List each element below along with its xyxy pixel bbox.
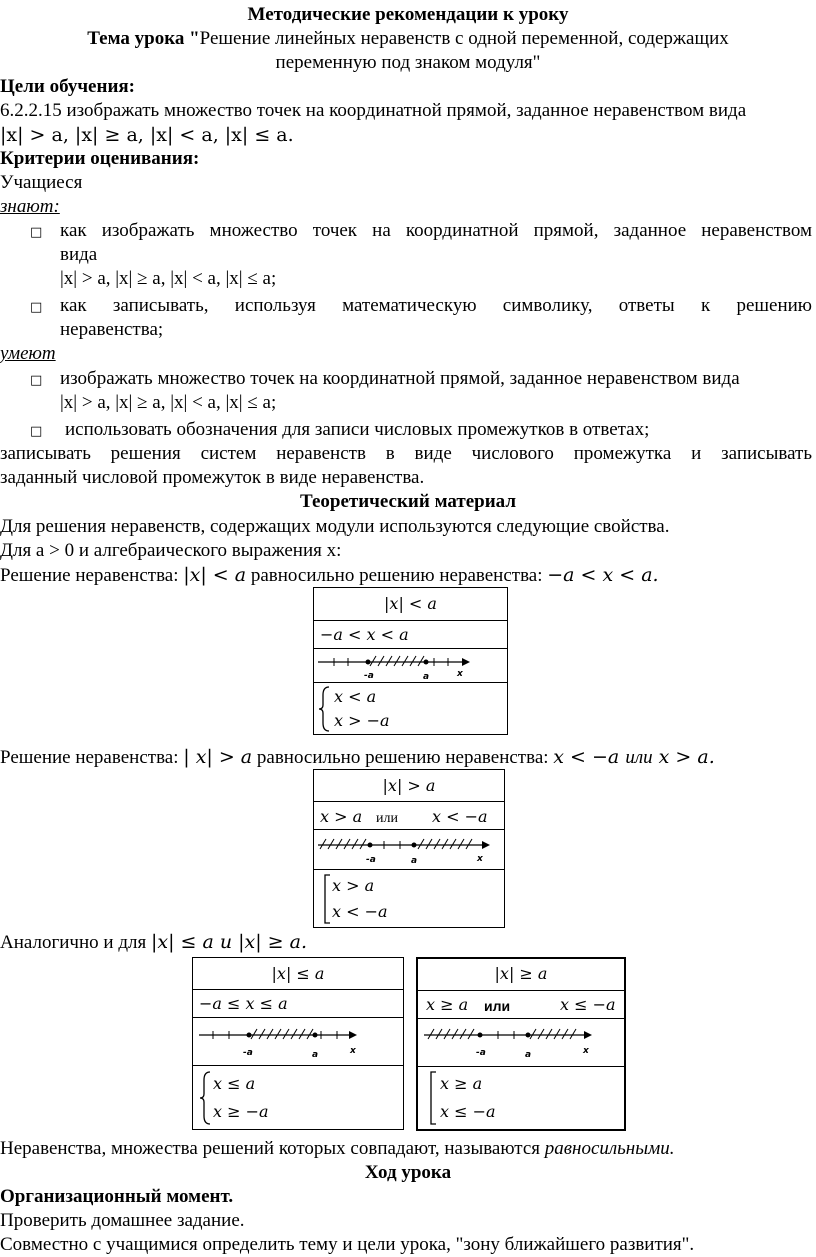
table-ge-axis bbox=[417, 1018, 625, 1066]
rule-1 bbox=[0, 564, 659, 587]
axis-label-neg: -a bbox=[476, 1048, 486, 1058]
rule-1-math: |x| < a bbox=[183, 564, 247, 586]
know-item-1-line-2: вида bbox=[60, 244, 98, 265]
goals-heading: Цели обучения: bbox=[0, 76, 135, 97]
rule-1-prefix: Решение неравенства: bbox=[0, 565, 184, 586]
know-item-1-line-1: как изображать множество точек на координатной прямой, заданное неравенством bbox=[60, 220, 812, 241]
rule-2-prefix: Решение неравенства: bbox=[0, 747, 184, 768]
theory-p2: Для a > 0 и алгебраического выражения x: bbox=[0, 540, 342, 561]
brace-icon bbox=[199, 1070, 213, 1126]
theory-heading: Теоретический материал bbox=[300, 491, 516, 512]
table-gt-left: x > a bbox=[320, 806, 363, 826]
axis-label-neg: -a bbox=[243, 1047, 253, 1058]
bullet-icon: □ bbox=[30, 373, 43, 388]
number-line-lt bbox=[314, 650, 506, 682]
system-line-1: x > a bbox=[332, 875, 375, 895]
table-lt-row: −a < x < a bbox=[314, 621, 508, 649]
table-ge-row bbox=[417, 990, 625, 1018]
rule-3-math: |x| ≤ a и |x| ≥ a. bbox=[150, 931, 308, 953]
rule-2-result-a: x < −a bbox=[553, 746, 626, 768]
table-ge-left: x ≥ a bbox=[426, 995, 469, 1014]
table-le-axis bbox=[193, 1018, 404, 1066]
equivalent-definition bbox=[0, 1138, 674, 1160]
table-gt-head: |x| > a bbox=[314, 770, 505, 802]
joint-goals: Совместно с учащимися определить тему и цели урока, "зону ближайшего развития". bbox=[0, 1234, 695, 1255]
rule-2 bbox=[0, 746, 715, 769]
table-lt-axis bbox=[314, 649, 508, 683]
system-line-1: x ≥ a bbox=[440, 1073, 483, 1093]
topic-label: Тема урока " bbox=[87, 28, 200, 49]
lesson-heading: Ход урока bbox=[364, 1162, 452, 1183]
axis-label-x: x bbox=[583, 1046, 589, 1056]
know-item-2-line-1: как записывать, используя математическую символику, ответы к решению bbox=[60, 295, 812, 316]
can-item-2-line-1: использовать обозначения для записи числовых промежутков в ответах; bbox=[65, 419, 650, 440]
rule-1-mid: равносильно решению неравенства: bbox=[246, 565, 548, 586]
rule-3 bbox=[0, 931, 307, 954]
table-abs-lt bbox=[313, 587, 508, 735]
table-le-head: |x| ≤ a bbox=[193, 958, 404, 990]
know-item-1-line-3: |x| > a, |x| ≥ a, |x| < a, |x| ≤ a; bbox=[60, 268, 277, 289]
table-ge-system bbox=[417, 1066, 625, 1130]
axis-label-x: x bbox=[457, 668, 463, 679]
axis-label-neg: -a bbox=[366, 854, 376, 865]
bullet-icon: □ bbox=[30, 225, 43, 240]
number-line-gt bbox=[314, 831, 504, 869]
table-abs-ge bbox=[416, 957, 626, 1131]
table-ge-right: x ≤ −a bbox=[560, 995, 616, 1014]
axis-label-pos: a bbox=[411, 855, 418, 866]
brace-icon bbox=[318, 685, 332, 733]
table-ge-or: или bbox=[484, 998, 511, 1014]
goals-line-2: |x| > a, |x| ≥ a, |x| < a, |x| ≤ a. bbox=[0, 124, 294, 146]
extra-line-1: записывать решения систем неравенств в виде числового промежутка и записывать bbox=[0, 443, 812, 464]
table-lt-head: |x| < a bbox=[314, 588, 508, 621]
rule-2-mid: равносильно решению неравенства: bbox=[252, 747, 554, 768]
axis-label-x: x bbox=[477, 853, 483, 864]
table-ge-head: |x| ≥ a bbox=[417, 958, 625, 990]
bracket-icon bbox=[428, 1070, 438, 1126]
page-title: Методические рекомендации к уроку bbox=[247, 4, 569, 25]
table-gt-axis bbox=[314, 830, 505, 870]
equivalent-text: Неравенства, множества решений которых совпадают, называются bbox=[0, 1138, 545, 1159]
axis-label-neg: -a bbox=[364, 670, 374, 681]
system-line-2: x ≥ −a bbox=[213, 1101, 269, 1121]
system-line-1: x ≤ a bbox=[213, 1073, 256, 1093]
table-gt-right: x < −a bbox=[432, 806, 488, 826]
table-abs-le bbox=[192, 957, 404, 1130]
org-moment: Организационный момент. bbox=[0, 1186, 234, 1207]
axis-label-x: x bbox=[350, 1045, 356, 1056]
students-label: Учащиеся bbox=[0, 172, 83, 193]
rule-1-result: −a < x < a. bbox=[547, 564, 659, 586]
topic-line-1 bbox=[0, 28, 816, 50]
axis-label-pos: a bbox=[525, 1050, 532, 1060]
bullet-icon: □ bbox=[30, 300, 43, 315]
criteria-heading: Критерии оценивания: bbox=[0, 148, 200, 169]
topic-text: Решение линейных неравенств с одной переменной, содержащих bbox=[199, 28, 729, 49]
axis-label-pos: a bbox=[423, 671, 430, 682]
axis-label-pos: a bbox=[312, 1049, 319, 1060]
table-abs-gt bbox=[313, 769, 505, 928]
can-label: умеют bbox=[0, 343, 56, 364]
table-gt-row bbox=[314, 802, 505, 830]
table-le-row: −a ≤ x ≤ a bbox=[193, 990, 404, 1018]
theory-p1: Для решения неравенств, содержащих модули используются следующие свойства. bbox=[0, 516, 670, 537]
rule-2-math: | x| > a bbox=[183, 746, 253, 768]
number-line-le bbox=[193, 1019, 403, 1065]
equivalent-term: равносильными. bbox=[544, 1138, 675, 1159]
bullet-icon: □ bbox=[30, 424, 43, 439]
number-line-ge bbox=[418, 1019, 624, 1065]
system-line-2: x ≤ −a bbox=[440, 1101, 496, 1121]
know-label: знают: bbox=[0, 196, 60, 217]
topic-line-2: переменную под знаком модуля" bbox=[275, 52, 541, 73]
table-le-system bbox=[193, 1066, 404, 1130]
rule-2-or: или bbox=[625, 747, 653, 768]
rule-2-result-b: x > a. bbox=[652, 746, 715, 768]
table-lt-system bbox=[314, 683, 508, 735]
goals-line-1: 6.2.2.15 изображать множество точек на координатной прямой, заданное неравенством вида bbox=[0, 100, 747, 121]
extra-line-2: заданный числовой промежуток в виде неравенства. bbox=[0, 467, 425, 488]
system-line-2: x > −a bbox=[334, 710, 390, 730]
rule-3-prefix: Аналогично и для bbox=[0, 932, 151, 953]
system-line-2: x < −a bbox=[332, 901, 388, 921]
know-item-2-line-2: неравенства; bbox=[60, 319, 164, 340]
bracket-icon bbox=[322, 873, 332, 925]
can-item-1-line-1: изображать множество точек на координатной прямой, заданное неравенством вида bbox=[60, 368, 740, 389]
system-line-1: x < a bbox=[334, 686, 377, 706]
table-gt-system bbox=[314, 870, 505, 928]
table-gt-or: или bbox=[376, 810, 398, 826]
can-item-1-line-2: |x| > a, |x| ≥ a, |x| < a, |x| ≤ a; bbox=[60, 392, 277, 413]
homework-check: Проверить домашнее задание. bbox=[0, 1210, 245, 1231]
